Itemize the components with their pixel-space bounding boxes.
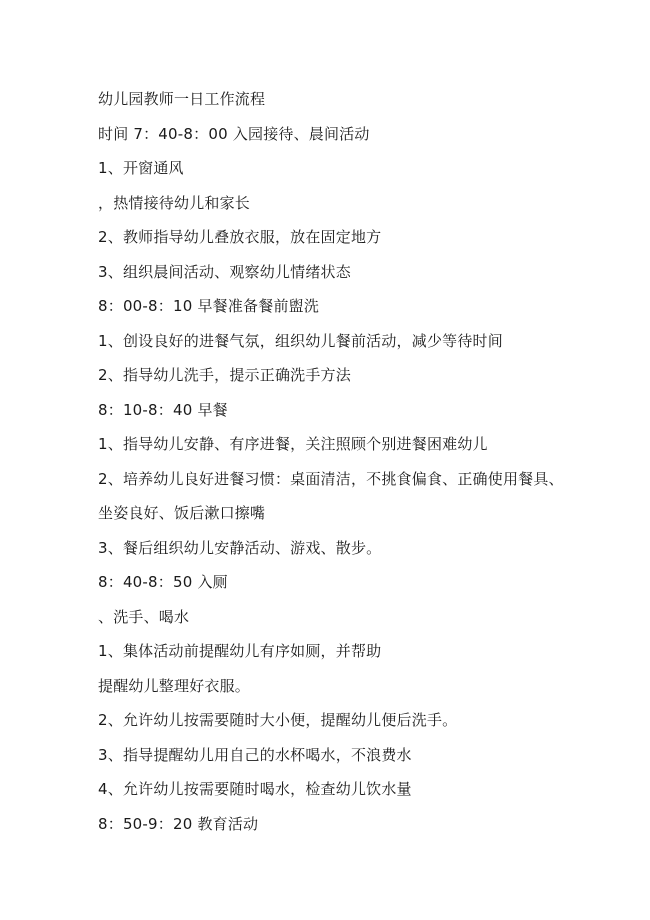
schedule-heading: 8：00-8：10 早餐准备餐前盥洗 (98, 297, 320, 315)
schedule-heading: 时间 7：40-8：00 入园接待、晨间活动 (98, 124, 370, 143)
document-body (98, 86, 618, 845)
list-item: 3、餐后组织幼儿安静活动、游戏、散步。 (98, 538, 382, 557)
list-item: 1、指导幼儿安静、有序进餐，关注照顾个别进餐困难幼儿 (98, 435, 488, 453)
list-item-continuation: 提醒幼儿整理好衣服。 (98, 676, 251, 695)
list-item: 2、指导幼儿洗手，提示正确洗手方法 (98, 366, 351, 384)
schedule-heading: 8：40-8：50 入厕 (98, 573, 228, 591)
list-item: 1、创设良好的进餐气氛，组织幼儿餐前活动，减少等待时间 (98, 331, 503, 350)
list-item: 2、教师指导幼儿叠放衣服，放在固定地方 (98, 228, 382, 246)
list-item: 4、允许幼儿按需要随时喝水，检查幼儿饮水量 (98, 780, 412, 798)
list-item: 1、集体活动前提醒幼儿有序如厕，并帮助 (98, 642, 382, 660)
list-item: 3、指导提醒幼儿用自己的水杯喝水，不浪费水 (98, 745, 412, 764)
list-item: 2、允许幼儿按需要随时大小便，提醒幼儿便后洗手。 (98, 711, 458, 729)
list-item: 2、培养幼儿良好进餐习惯：桌面清洁，不挑食偏食、正确使用餐具、 (98, 469, 564, 488)
list-item: ，热情接待幼儿和家长 (98, 193, 251, 212)
list-item: 3、组织晨间活动、观察幼儿情绪状态 (98, 262, 351, 281)
list-item: 1、开窗通风 (98, 159, 184, 177)
list-item-continuation: 坐姿良好、饭后漱口擦嘴 (98, 504, 266, 522)
schedule-heading: 8：10-8：40 早餐 (98, 400, 228, 419)
schedule-heading: 8：50-9：20 教育活动 (98, 814, 259, 833)
list-item: 、洗手、喝水 (98, 607, 190, 626)
document-title: 幼儿园教师一日工作流程 (98, 90, 266, 108)
